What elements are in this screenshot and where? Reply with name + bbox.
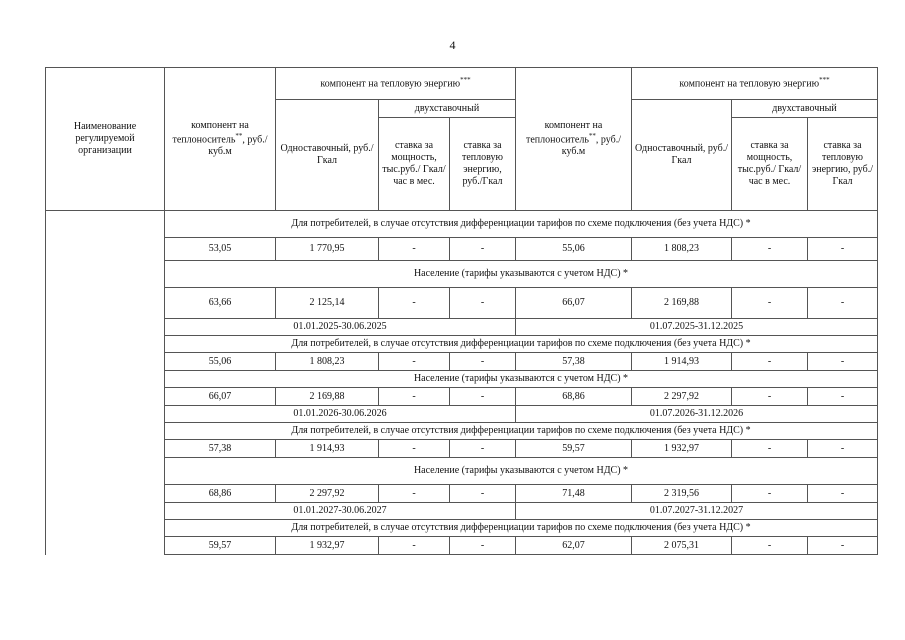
table-cell: - xyxy=(450,353,516,371)
table-cell: - xyxy=(732,388,808,406)
table-cell: - xyxy=(732,238,808,261)
table-cell: 2 125,14 xyxy=(276,288,379,319)
table-cell: 1 808,23 xyxy=(632,238,732,261)
table-cell: - xyxy=(450,288,516,319)
capacity-rate-header-1: ставка за мощность, тыс.руб./ Гкал/час в мес. xyxy=(379,118,450,211)
two-rate-header-2: двухставочный xyxy=(732,100,878,118)
table-cell: - xyxy=(732,485,808,503)
table-cell: - xyxy=(732,537,808,555)
table-cell: 2 319,56 xyxy=(632,485,732,503)
tariff-table xyxy=(45,67,878,555)
table-row xyxy=(46,485,878,503)
table-cell: - xyxy=(379,388,450,406)
table-cell: 66,07 xyxy=(516,288,632,319)
table-cell: - xyxy=(732,353,808,371)
table-cell: 2 169,88 xyxy=(276,388,379,406)
table-row xyxy=(46,288,878,319)
table-row xyxy=(46,537,878,555)
table-cell: 55,06 xyxy=(165,353,276,371)
table-cell: 1 914,93 xyxy=(632,353,732,371)
table-cell: 71,48 xyxy=(516,485,632,503)
two-rate-header-1: двухставочный xyxy=(379,100,516,118)
table-cell: - xyxy=(379,485,450,503)
table-cell: - xyxy=(379,537,450,555)
table-cell: - xyxy=(450,537,516,555)
table-cell: - xyxy=(808,485,878,503)
period-left: 01.01.2026-30.06.2026 xyxy=(165,406,516,423)
table-cell: - xyxy=(808,537,878,555)
population-label: Население (тарифы указываются с учетом НДС) * xyxy=(165,371,878,388)
table-row xyxy=(46,353,878,371)
energy-header-2: компонент на тепловую энергию*** xyxy=(632,68,878,100)
table-cell: - xyxy=(808,238,878,261)
energy-rate-header-2: ставка за тепловую энергию, руб./Гкал xyxy=(808,118,878,211)
table-cell: - xyxy=(808,353,878,371)
table-cell: 59,57 xyxy=(165,537,276,555)
table-cell: - xyxy=(450,238,516,261)
table-cell: 2 075,31 xyxy=(632,537,732,555)
table-cell: 1 932,97 xyxy=(632,440,732,458)
table-cell: - xyxy=(732,440,808,458)
table-cell: 68,86 xyxy=(165,485,276,503)
table-row xyxy=(46,440,878,458)
period-left: 01.01.2027-30.06.2027 xyxy=(165,503,516,520)
coolant-header-1: компонент на теплоноситель**, руб./куб.м xyxy=(165,68,276,211)
table-cell: - xyxy=(450,388,516,406)
table-cell: 2 169,88 xyxy=(632,288,732,319)
consumers-label: Для потребителей, в случае отсутствия дифференциации тарифов по схеме подключения (без учета НДС) * xyxy=(165,336,878,353)
table-cell: 1 914,93 xyxy=(276,440,379,458)
population-label: Население (тарифы указываются с учетом НДС) * xyxy=(165,261,878,288)
page-number: 4 xyxy=(449,38,456,52)
consumers-label: Для потребителей, в случае отсутствия дифференциации тарифов по схеме подключения (без учета НДС) * xyxy=(165,423,878,440)
table-cell: - xyxy=(808,388,878,406)
table-cell: - xyxy=(808,440,878,458)
table-cell: 2 297,92 xyxy=(276,485,379,503)
table-cell: 55,06 xyxy=(516,238,632,261)
consumers-label: Для потребителей, в случае отсутствия дифференциации тарифов по схеме подключения (без учета НДС) * xyxy=(165,211,878,238)
table-cell: 1 932,97 xyxy=(276,537,379,555)
table-cell: - xyxy=(379,288,450,319)
table-cell: 53,05 xyxy=(165,238,276,261)
table-cell: - xyxy=(379,353,450,371)
table-cell: 2 297,92 xyxy=(632,388,732,406)
table-cell: 57,38 xyxy=(516,353,632,371)
table-row xyxy=(46,238,878,261)
org-name-header: Наименование регулируемой организации xyxy=(46,68,165,211)
capacity-rate-header-2: ставка за мощность, тыс.руб./ Гкал/час в мес. xyxy=(732,118,808,211)
period-right: 01.07.2026-31.12.2026 xyxy=(516,406,878,423)
table-cell: 63,66 xyxy=(165,288,276,319)
table-cell: 1 770,95 xyxy=(276,238,379,261)
energy-header-1: компонент на тепловую энергию*** xyxy=(276,68,516,100)
energy-rate-header-1: ставка за тепловую энергию, руб./Гкал xyxy=(450,118,516,211)
table-cell: - xyxy=(732,288,808,319)
table-cell: 57,38 xyxy=(165,440,276,458)
consumers-label: Для потребителей, в случае отсутствия дифференциации тарифов по схеме подключения (без учета НДС) * xyxy=(165,520,878,537)
period-left: 01.01.2025-30.06.2025 xyxy=(165,319,516,336)
org-name-cell xyxy=(46,211,165,555)
table-cell: - xyxy=(379,440,450,458)
table-cell: 62,07 xyxy=(516,537,632,555)
table-cell: 1 808,23 xyxy=(276,353,379,371)
population-label: Население (тарифы указываются с учетом НДС) * xyxy=(165,458,878,485)
table-cell: - xyxy=(450,440,516,458)
period-right: 01.07.2025-31.12.2025 xyxy=(516,319,878,336)
single-rate-header-1: Одноставочный, руб./Гкал xyxy=(276,100,379,211)
table-cell: - xyxy=(379,238,450,261)
table-cell: 68,86 xyxy=(516,388,632,406)
table-cell: - xyxy=(808,288,878,319)
single-rate-header-2: Одноставочный, руб./Гкал xyxy=(632,100,732,211)
table-row xyxy=(46,388,878,406)
table-cell: - xyxy=(450,485,516,503)
period-right: 01.07.2027-31.12.2027 xyxy=(516,503,878,520)
table-cell: 66,07 xyxy=(165,388,276,406)
coolant-header-2: компонент на теплоноситель**, руб./куб.м xyxy=(516,68,632,211)
table-cell: 59,57 xyxy=(516,440,632,458)
